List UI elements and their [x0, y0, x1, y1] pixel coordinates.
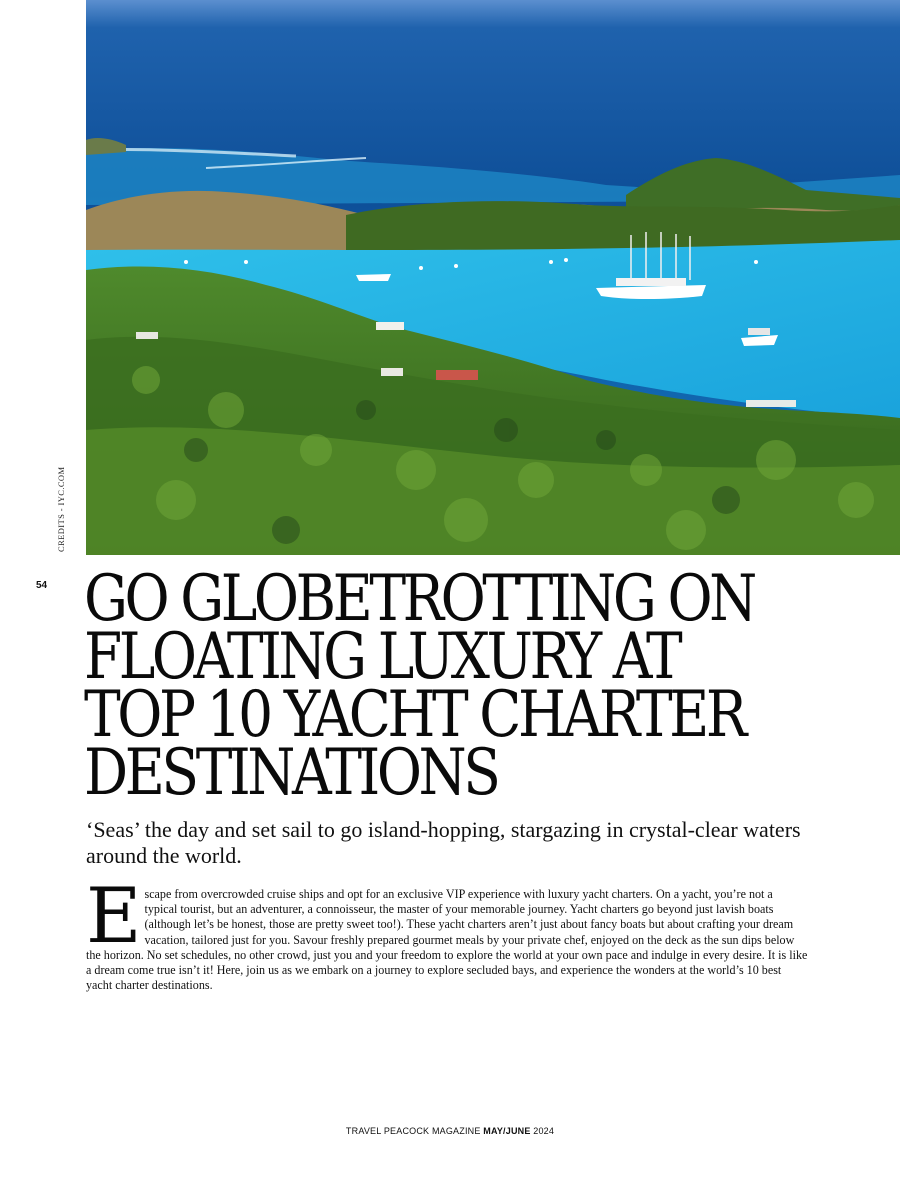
drop-cap: E	[86, 871, 142, 960]
photo-credit: CREDITS - IYC.COM	[56, 466, 66, 552]
headline-line: TOP 10 YACHT CHARTER	[84, 678, 744, 752]
magazine-name: TRAVEL PEACOCK MAGAZINE	[345, 1126, 481, 1136]
article-headline	[84, 562, 772, 810]
issue-months: MAY/JUNE	[483, 1126, 531, 1136]
body-paragraph: scape from overcrowded cruise ships and opt for an exclusive VIP experience with luxury yacht charters. On a yacht, you’re not a typical tourist, but an adventurer, a connoisseur, the master of your memorable journey. Yacht charters go beyond just lavish boats (although let’s be honest, those are pretty sweet too!). These yacht charters aren’t just about fancy boats but about crafting your dream vacation, tailored just for you. Savour freshly prepared gourmet meals by your private chef, enjoyed on the deck as the sun dips below the horizon. No set schedules, no other crowd, just you and your freedom to explore the world at your own pace and indulge in every desire. It is like a dream come true isn’t it! Here, join us as we embark on a journey to explore secluded bays, and experience the wonders at the world’s 10 best yacht charter destinations.	[86, 887, 808, 993]
page-number: 54	[36, 580, 48, 591]
page-footer	[0, 1126, 900, 1136]
headline-line: GO GLOBETROTTING ON	[84, 562, 754, 636]
hero-photo	[86, 0, 900, 555]
headline-line: FLOATING LUXURY AT	[84, 620, 680, 694]
headline-line: DESTINATIONS	[84, 736, 498, 810]
article-standfirst: ‘Seas’ the day and set sail to go island-hopping, stargazing in crystal-clear waters around the world.	[86, 817, 801, 868]
article-body	[86, 871, 808, 993]
aerial-coastline-photo	[86, 0, 900, 555]
issue-year: 2024	[533, 1126, 555, 1136]
